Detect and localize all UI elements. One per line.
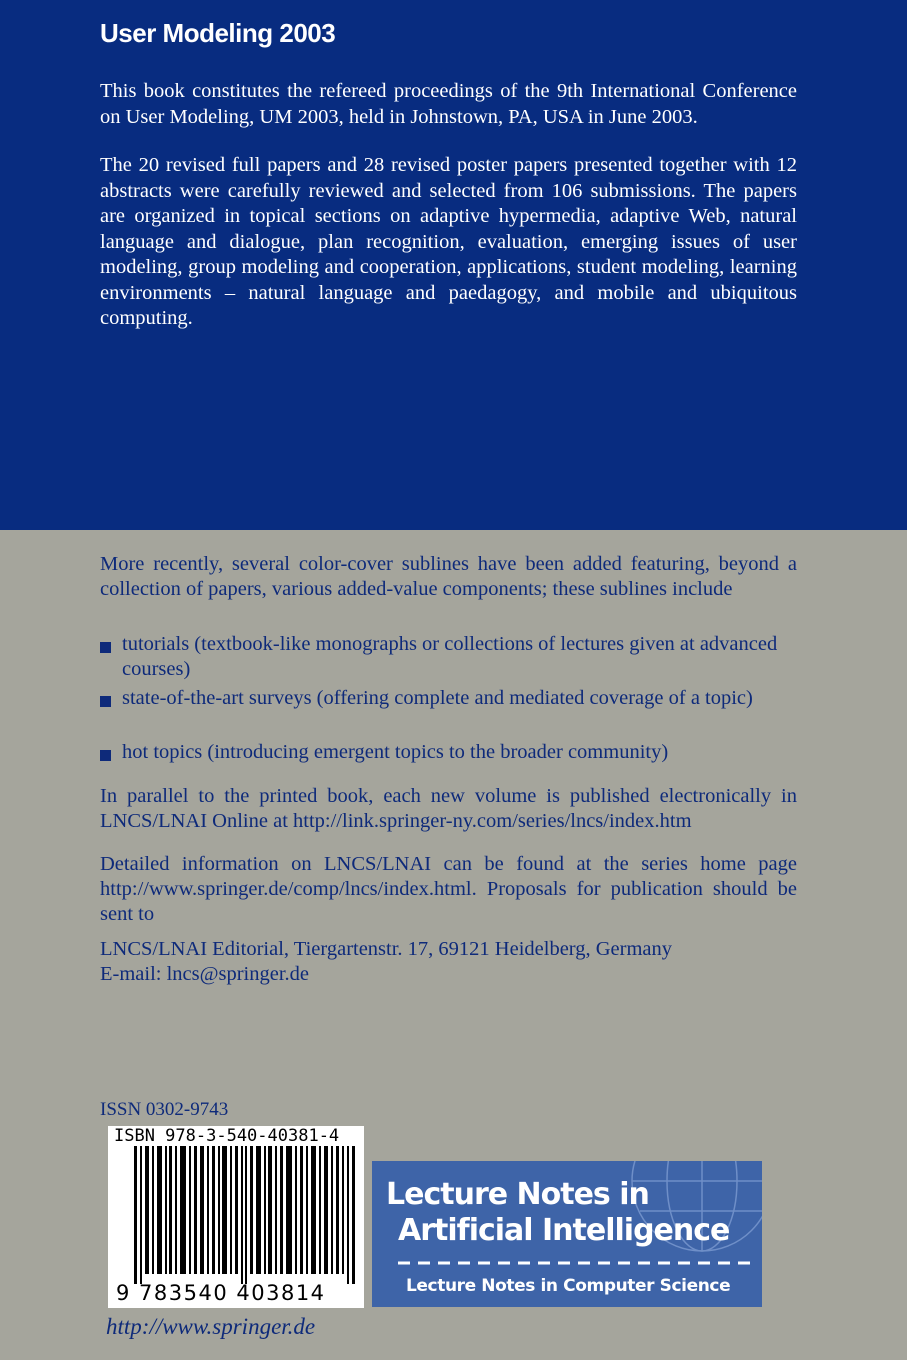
square-bullet-icon bbox=[100, 750, 111, 761]
bullet-text: tutorials (textbook-like monographs or collections of lectures given at advanced courses) bbox=[122, 633, 778, 680]
square-bullet-icon bbox=[100, 642, 111, 653]
sublines-intro: More recently, several color-cover sublines have been added featuring, beyond a collection of papers, various added-value components; these sublines include bbox=[100, 553, 797, 600]
detail-paragraph: Detailed information on LNCS/LNAI can be found at the series home page http://www.springer.de/comp/lncs/index.html. Proposals for publication should be sent to bbox=[100, 853, 797, 925]
book-title: User Modeling 2003 bbox=[100, 18, 336, 48]
series-subtitle: Lecture Notes in Computer Science bbox=[406, 1276, 731, 1296]
publisher-url: http://www.springer.de bbox=[106, 1314, 316, 1339]
address-line: LNCS/LNAI Editorial, Tiergartenstr. 17, 69121 Heidelberg, Germany bbox=[100, 938, 673, 960]
issn: ISSN 0302-9743 bbox=[100, 1099, 229, 1120]
barcode-digits: 9 783540 403814 bbox=[116, 1281, 326, 1305]
barcode-icon bbox=[134, 1146, 358, 1284]
top-panel bbox=[0, 0, 907, 530]
summary-paragraph-2: The 20 revised full papers and 28 revised poster papers presented together with 12 abstracts were carefully reviewed and selected from 106 submissions. The papers are organized in topical sections on adaptive hypermedia, adaptive Web, natural language and dialogue, plan recognition, evaluation, emerging issues of user modeling, group modeling and cooperation, applications, student modeling, learning environments – natural language and paedagogy, and mobile and ubiquitous computing. bbox=[100, 154, 797, 329]
online-paragraph: In parallel to the printed book, each new volume is published electronically in LNCS/LNAI Online at http://link.springer-ny.com/series/lncs/index.htm bbox=[100, 785, 797, 832]
isbn-label: ISBN 978-3-540-40381-4 bbox=[114, 1126, 340, 1146]
editorial-address bbox=[100, 937, 797, 987]
series-logo bbox=[372, 1161, 762, 1307]
email-line: E-mail: lncs@springer.de bbox=[100, 963, 310, 985]
series-title-line2: Artificial Intelligence bbox=[398, 1213, 730, 1248]
series-title-line1: Lecture Notes in bbox=[386, 1177, 649, 1212]
summary-paragraph-1: This book constitutes the refereed proceedings of the 9th International Conference on User Modeling, UM 2003, held in Johnstown, PA, USA in June 2003. bbox=[100, 80, 797, 128]
bullet-text: hot topics (introducing emergent topics to the broader community) bbox=[122, 741, 669, 763]
square-bullet-icon bbox=[100, 696, 111, 707]
dashed-divider bbox=[398, 1261, 750, 1265]
isbn-barcode-box bbox=[108, 1126, 364, 1308]
bullet-text: state-of-the-art surveys (offering complete and mediated coverage of a topic) bbox=[122, 687, 753, 709]
